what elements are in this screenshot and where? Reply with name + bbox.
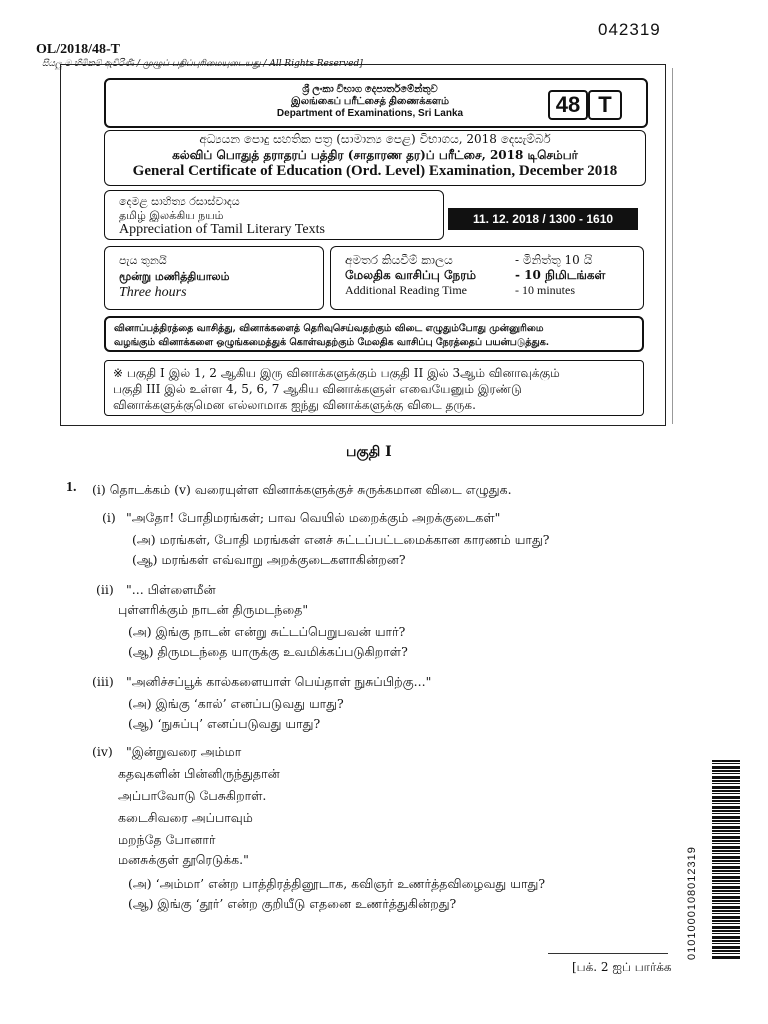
duration-box [104, 246, 324, 310]
margin-line [672, 68, 673, 424]
quote-text: "அனிச்சப்பூக் கால்களையாள் பெய்தாள் நுசுப்பிற்கு..." [126, 674, 432, 689]
subject-box [104, 190, 444, 240]
department-name [260, 84, 480, 120]
exam-title-box [104, 130, 646, 186]
subject-code-badge: 48 [548, 90, 588, 120]
instruction-line: ※ பகுதி I இல் 1, 2 ஆகிய இரு வினாக்களுக்கும் பகுதி II இல் 3ஆம் வினாவுக்கும் [113, 366, 560, 380]
rights-notice: සියලු ම හිමිකම් ඇවිරිණි / முழுப் பதிப்புரிமையுடையது / All Rights Reserved] [42, 59, 363, 69]
reading-time-value: - 10 minutes [515, 283, 575, 297]
exam-title-en: General Certificate of Education (Ord. Level) Examination, December 2018 [132, 163, 618, 179]
reading-time-row [345, 253, 643, 268]
question-part: (ஆ) இங்கு ‘தூர்’ என்ற குறியீடு எதனை உணர்த்துகின்றது? [128, 896, 457, 911]
question-part: (ஆ) திருமடந்தை யாருக்கு உவமிக்கப்படுகிறாள்? [128, 644, 408, 659]
reading-time-row [345, 283, 643, 298]
reading-time-value: - 10 நிமிடங்கள் [515, 268, 606, 282]
subject-ta: தமிழ் இலக்கிய நயம் [119, 209, 224, 222]
footer-rule [548, 953, 668, 954]
barcode-number: 0101000108012319 [686, 846, 698, 960]
poem-line: மறந்தே போனார் [118, 832, 216, 847]
reading-time-label: மேலதிக வாசிப்பு நேரம் [345, 268, 477, 282]
quote-text: "அதோ! போதிமரங்கள்; பாவ வெயில் மறைக்கும் அறக்குடைகள்" [126, 510, 501, 525]
poem-line: மனசுக்குள் தூரெடுக்க." [118, 852, 249, 867]
department-name-si: ශ්‍රී ලංකා විභාග දෙපාර්තමේන්තුව [302, 84, 438, 95]
barcode [712, 760, 740, 960]
reading-time-row [345, 268, 643, 283]
paper-code: OL/2018/48-T [36, 42, 121, 57]
part-title: பகுதி I [346, 444, 392, 460]
subquestion-label: (iv) [92, 744, 113, 759]
duration-en: Three hours [119, 285, 187, 300]
duration-ta: மூன்று மணித்தியாலம் [119, 270, 230, 283]
question-part: (அ) இங்கு ‘கால்’ எனப்படுவது யாது? [128, 696, 344, 711]
reading-time-label: Additional Reading Time [345, 283, 468, 297]
reading-time-label: අමතර කියවීම් කාලය [345, 253, 453, 267]
department-name-ta: இலங்கைப் பரீட்சைத் திணைக்களம் [291, 96, 449, 107]
quote-text: "... பிள்ளைமீன் [126, 582, 216, 597]
subject-si: දෙමළ සාහිත්‍ය රසාස්වාදය [119, 195, 240, 208]
quote-text: புள்ளரிக்கும் நாடன் திருமடந்தை" [118, 602, 309, 617]
medium-badge: T [588, 90, 622, 120]
question-part: (அ) இங்கு நாடன் என்று சுட்டப்பெறுபவன் யார்? [128, 624, 406, 639]
subquestion-label: (iii) [92, 674, 114, 689]
exam-date: 11. 12. 2018 / 1300 - 1610 [448, 208, 638, 230]
reading-note-line: வினாப்பத்திரத்தை வாசித்து, வினாக்களைத் தெரிவுசெய்வதற்கும் விடை எழுதும்போது முன்னுரிமை [114, 323, 544, 334]
subquestion-label: (i) [102, 510, 116, 525]
instruction-line: பகுதி III இல் உள்ள 4, 5, 6, 7 ஆகிய வினாக்களுள் எவையேனும் இரண்டு [113, 382, 522, 396]
poem-line: "இன்றுவரை அம்மா [126, 744, 242, 759]
reading-time-box [330, 246, 644, 310]
subquestion-label: (ii) [96, 582, 114, 597]
exam-title-si: අධ්‍යයන පොදු සහතික පත්‍ර (සාමාන්‍ය පෙළ) විභාගය, 2018 දෙසැම්බර් [199, 132, 551, 146]
poem-line: கதவுகளின் பின்னிருந்துதான் [118, 766, 280, 781]
serial-number: 042319 [598, 20, 661, 39]
question-part: (அ) ‘அம்மா’ என்ற பாத்திரத்தினூடாக, கவிஞர் உணர்த்தவிழைவது யாது? [128, 876, 546, 891]
poem-line: கடைசிவரை அப்பாவும் [118, 810, 253, 825]
department-name-en: Department of Examinations, Sri Lanka [276, 108, 464, 119]
instruction-line: வினாக்களுக்குமென எல்லாமாக ஐந்து வினாக்களுக்கு விடை தருக. [113, 398, 476, 412]
subject-en: Appreciation of Tamil Literary Texts [119, 222, 325, 237]
question-part: (ஆ) ‘நுசுப்பு’ எனப்படுவது யாது? [128, 716, 321, 731]
reading-time-value: - මිනිත්තු 10 යි [515, 253, 593, 267]
question-number: 1. [66, 480, 77, 495]
page-turn-note: [பக். 2 ஐப் பார்க்க [572, 960, 672, 974]
question-intro: (i) தொடக்கம் (v) வரையுள்ள வினாக்களுக்குச் சுருக்கமான விடை எழுதுக. [92, 482, 512, 497]
instructions [104, 360, 644, 416]
reading-note-line: வழங்கும் வினாக்களை ஒழுங்கமைத்துக் கொள்வதற்கும் மேலதிக வாசிப்பு நேரத்தைப் பயன்படுத்துக. [114, 337, 550, 348]
poem-line: அப்பாவோடு பேசுகிறாள். [118, 788, 267, 803]
exam-title-ta: கல்விப் பொதுத் தராதரப் பத்திர (சாதாரண தர)ப் பரீட்சை, 2018 டிசெம்பர் [172, 148, 578, 162]
question-part: (அ) மரங்கள், போதி மரங்கள் எனச் சுட்டப்பட்டமைக்கான காரணம் யாது? [132, 532, 550, 547]
reading-note [104, 316, 644, 352]
question-part: (ஆ) மரங்கள் எவ்வாறு அறக்குடைகளாகின்றன? [132, 552, 406, 567]
duration-si: පැය තුනයි [119, 254, 167, 267]
